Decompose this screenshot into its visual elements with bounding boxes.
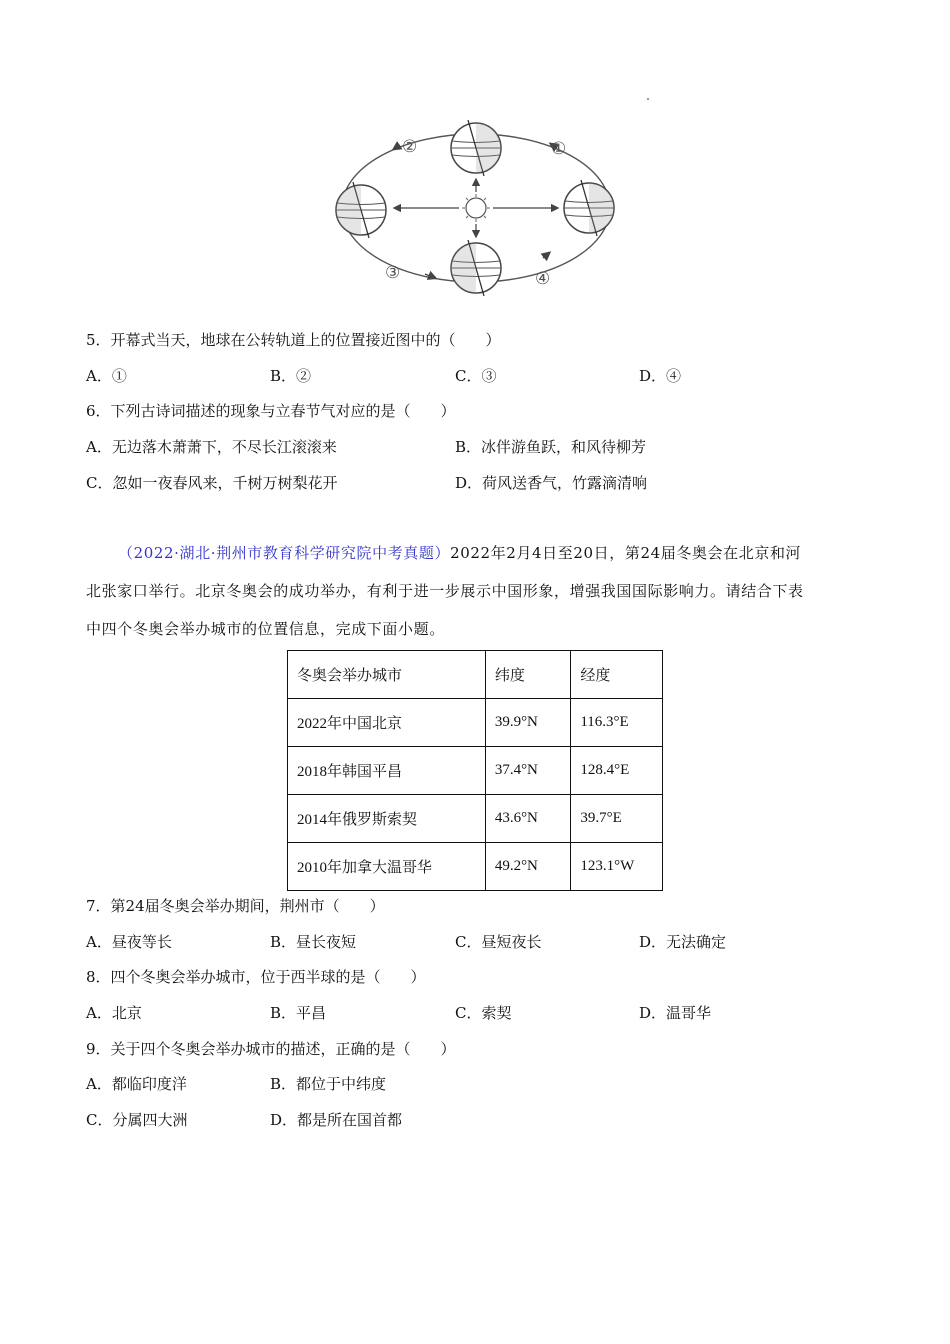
table-cell-longitude: 128.4°E [571, 747, 663, 795]
q7-stem: 7．第24届冬奥会举办期间，荆州市（ ） [86, 897, 385, 915]
orbit-arrow-4 [543, 253, 549, 258]
table-header-longitude: 经度 [571, 651, 663, 699]
table-row [288, 747, 663, 795]
q7-option-d: D．无法确定 [639, 933, 727, 951]
table-cell-longitude: 123.1°W [571, 843, 663, 891]
q8-stem: 8．四个冬奥会举办城市，位于西半球的是（ ） [86, 968, 426, 986]
q5-option-b: B．② [270, 367, 312, 385]
earth-right [564, 180, 614, 236]
table-cell-longitude: 116.3°E [571, 699, 663, 747]
passage-line-3: 中四个冬奥会举办城市的位置信息，完成下面小题。 [86, 620, 445, 638]
earth-bottom [451, 240, 501, 296]
passage-line-2: 北张家口举行。北京冬奥会的成功举办，有利于进一步展示中国形象，增强我国国际影响力。请结合下表 [86, 582, 804, 600]
q7-option-b: B．昼长夜短 [270, 933, 357, 951]
q6-option-d: D．荷风送香气，竹露滴清响 [455, 474, 648, 492]
sun-icon [462, 194, 490, 222]
q8-option-d: D．温哥华 [639, 1004, 712, 1022]
q8-option-b: B．平昌 [270, 1004, 327, 1022]
q5-option-d: D．④ [639, 367, 682, 385]
table-row [288, 699, 663, 747]
table-row [288, 795, 663, 843]
table-cell-city: 2018年韩国平昌 [288, 747, 486, 795]
table-cell-city: 2010年加拿大温哥华 [288, 843, 486, 891]
table-cell-latitude: 39.9°N [485, 699, 571, 747]
passage-source: （2022·湖北·荆州市教育科学研究院中考真题） [118, 544, 451, 562]
q7-option-a: A．昼夜等长 [86, 933, 172, 951]
table-header-row [288, 651, 663, 699]
position-label-1: ① [551, 139, 567, 159]
q8-option-a: A．北京 [86, 1004, 142, 1022]
scan-speck [647, 98, 649, 100]
q8-option-c: C．索契 [455, 1004, 512, 1022]
table-cell-latitude: 37.4°N [485, 747, 571, 795]
q5-stem: 5．开幕式当天，地球在公转轨道上的位置接近图中的（ ） [86, 331, 501, 349]
q6-option-c: C．忽如一夜春风来，千树万树梨花开 [86, 474, 338, 492]
q5-option-c: C．③ [455, 367, 497, 385]
q6-option-b: B．冰伴游鱼跃，和风待柳芳 [455, 438, 647, 456]
q5-option-a: A．① [86, 367, 127, 385]
table-header-city: 冬奥会举办城市 [288, 651, 486, 699]
position-label-3: ③ [385, 263, 401, 283]
earth-top [451, 120, 501, 176]
q6-option-a: A．无边落木萧萧下，不尽长江滚滚来 [86, 438, 337, 456]
q9-option-b: B．都位于中纬度 [270, 1075, 387, 1093]
earth-revolution-diagram [325, 108, 625, 308]
position-label-4: ④ [535, 269, 551, 289]
table-cell-city: 2022年中国北京 [288, 699, 486, 747]
table-cell-city: 2014年俄罗斯索契 [288, 795, 486, 843]
q9-option-d: D．都是所在国首都 [270, 1111, 403, 1129]
passage-line1-text: 2022年2月4日至20日，第24届冬奥会在北京和河 [450, 544, 802, 562]
earth-left [336, 182, 386, 238]
q9-option-a: A．都临印度洋 [86, 1075, 187, 1093]
passage-line-1 [118, 543, 801, 563]
position-label-2: ② [402, 137, 418, 157]
q9-option-c: C．分属四大洲 [86, 1111, 188, 1129]
table-row [288, 843, 663, 891]
table-cell-latitude: 49.2°N [485, 843, 571, 891]
table-cell-longitude: 39.7°E [571, 795, 663, 843]
table-header-latitude: 纬度 [485, 651, 571, 699]
q7-option-c: C．昼短夜长 [455, 933, 542, 951]
olympic-cities-table [287, 650, 663, 891]
table-cell-latitude: 43.6°N [485, 795, 571, 843]
q9-stem: 9．关于四个冬奥会举办城市的描述，正确的是（ ） [86, 1040, 456, 1058]
q6-stem: 6．下列古诗词描述的现象与立春节气对应的是（ ） [86, 402, 456, 420]
